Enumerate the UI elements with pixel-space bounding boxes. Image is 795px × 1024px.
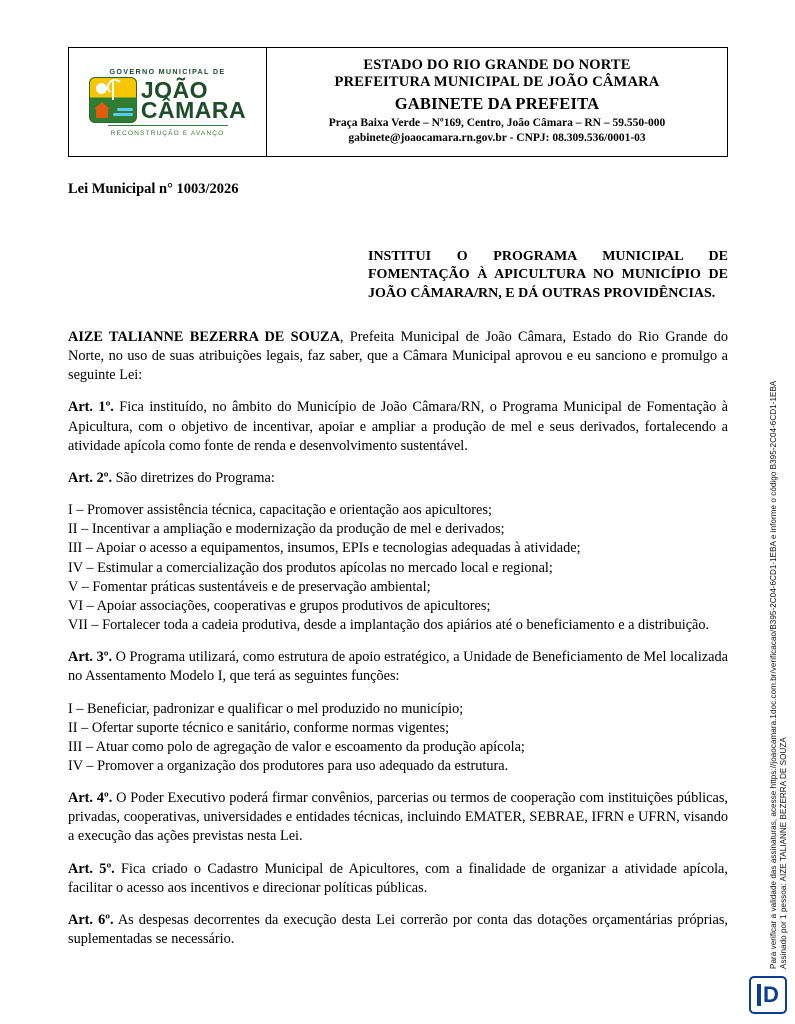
article-4 — [68, 789, 728, 846]
onedoc-badge-icon — [749, 976, 787, 1014]
signature-verify-line: Para verificar a validade das assinaturas, acesse https://joaocamara.1doc.com.br/verificacao/B395-2C04-6CD1-1EBA e informe o código B395-2C04-6CD1-1EBA — [769, 380, 778, 969]
list-item: VI – Apoiar associações, cooperativas e grupos produtivos de apicultores; — [68, 597, 491, 614]
article-3-items — [68, 700, 728, 777]
preamble-rest: , Prefeita Municipal de João Câmara, Estado do Rio Grande do Norte, no uso de suas atribuições legais, faz saber, que a Câmara Municipal aprovou e eu sanciono e promulgo a seguinte Lei: — [68, 329, 728, 384]
letterhead-text — [267, 48, 727, 156]
preamble — [68, 328, 728, 385]
header-contact: gabinete@joaocamara.rn.gov.br - CNPJ: 08.309.536/0001-03 — [348, 131, 646, 144]
article-5 — [68, 860, 728, 898]
header-office: GABINETE DA PREFEITA — [394, 93, 600, 113]
article-2-text: São diretrizes do Programa: — [112, 469, 275, 486]
crest-divider — [108, 125, 228, 126]
list-item: I – Promover assistência técnica, capacitação e orientação aos apicultores; — [68, 502, 492, 519]
law-number: Lei Municipal n° 1003/2026 — [68, 181, 239, 197]
list-item: VII – Fortalecer toda a cadeia produtiva, desde a implantação dos apiários até o beneficiamento e a distribuição. — [68, 617, 710, 634]
header-address: Praça Baixa Verde – Nº169, Centro, João Câmara – RN – 59.550-000 — [328, 117, 666, 130]
list-item: IV – Estimular a comercialização dos produtos apícolas no mercado local e regional; — [68, 559, 553, 576]
list-item: V – Fomentar práticas sustentáveis e de preservação ambiental; — [68, 578, 431, 595]
crest-cell — [69, 48, 267, 156]
list-item: IV – Promover a organização dos produtores para uso adequado da estrutura. — [68, 757, 509, 774]
list-item: III – Atuar como polo de agregação de valor e escoamento da produção apícola; — [68, 738, 525, 755]
article-1-label: Art. 1º. — [68, 399, 114, 416]
header-city-hall: PREFEITURA MUNICIPAL DE JOÃO CÂMARA — [334, 74, 660, 91]
article-2-items — [68, 501, 728, 635]
article-5-label: Art. 5º. — [68, 860, 115, 877]
list-item: I – Beneficiar, padronizar e qualificar o mel produzido no município; — [68, 700, 464, 717]
crest-word-1: JOÃO — [140, 76, 209, 103]
article-5-text: Fica criado o Cadastro Municipal de Apicultores, com a finalidade de organizar a atividade apícola, facilitar o acesso aos incentivos e direcionar políticas públicas. — [68, 860, 728, 896]
municipal-logo — [78, 54, 258, 150]
article-4-label: Art. 4º. — [68, 790, 113, 807]
article-1 — [68, 398, 728, 455]
badge-bar — [757, 984, 761, 1006]
preamble-name: AIZE TALIANNE BEZERRA DE SOUZA — [68, 329, 340, 345]
badge-letter: D — [763, 982, 779, 1007]
article-1-text: Fica instituído, no âmbito do Município de João Câmara/RN, o Programa Municipal de Fomentação à Apicultura, com o objetivo de incentivar, apoiar e ampliar a produção de mel e seus derivados, fortalecendo a atividade apícola como fonte de renda e desenvolvimento sustentável. — [68, 399, 728, 454]
list-item: II – Ofertar suporte técnico e sanitário, conforme normas vigentes; — [68, 719, 450, 736]
article-4-text: O Poder Executivo poderá firmar convênios, parcerias ou termos de cooperação com instituições públicas, privadas, cooperativas, universidades e entidades técnicas, incluindo EMATER, SEBRAE, IFRN e UFRN, visando a execução das ações previstas nesta Lei. — [68, 790, 728, 845]
article-3-label: Art. 3º. — [68, 649, 113, 666]
crest-top-text: GOVERNO MUNICIPAL DE — [109, 67, 226, 76]
emblem-icon — [89, 77, 137, 123]
crest-main — [89, 77, 246, 123]
article-3-text: O Programa utilizará, como estrutura de apoio estratégico, a Unidade de Beneficiamento de Mel localizada no Assentamento Modelo I, que terá as seguintes funções: — [68, 649, 728, 685]
ementa: INSTITUI O PROGRAMA MUNICIPAL DE FOMENTAÇÃO À APICULTURA NO MUNICÍPIO DE JOÃO CÂMARA/RN, E DÁ OUTRAS PROVIDÊNCIAS. — [368, 249, 728, 301]
letterhead — [68, 47, 728, 157]
signature-signer-line: Assinado por 1 pessoa: AIZE TALIANNE BEZERRA DE SOUZA — [779, 737, 788, 969]
document-body — [68, 328, 728, 962]
article-6 — [68, 911, 728, 949]
article-3 — [68, 648, 728, 686]
list-item: II – Incentivar a ampliação e modernização da produção de mel e derivados; — [68, 521, 505, 538]
list-item: III – Apoiar o acesso a equipamentos, insumos, EPIs e tecnologias adequadas à atividade; — [68, 540, 581, 557]
crest-wordmark — [140, 76, 247, 123]
signature-verification-strip — [761, 245, 787, 975]
crest-slogan: RECONSTRUÇÃO E AVANÇO — [110, 130, 225, 137]
article-2-label: Art. 2º. — [68, 469, 113, 486]
header-state: ESTADO DO RIO GRANDE DO NORTE — [363, 57, 631, 74]
crest-word-2: CÂMARA — [140, 97, 247, 123]
article-2 — [68, 469, 728, 488]
article-6-text: As despesas decorrentes da execução desta Lei correrão por conta das dotações orçamentárias próprias, suplementadas se necessário. — [68, 911, 728, 948]
article-6-label: Art. 6º. — [68, 911, 114, 928]
